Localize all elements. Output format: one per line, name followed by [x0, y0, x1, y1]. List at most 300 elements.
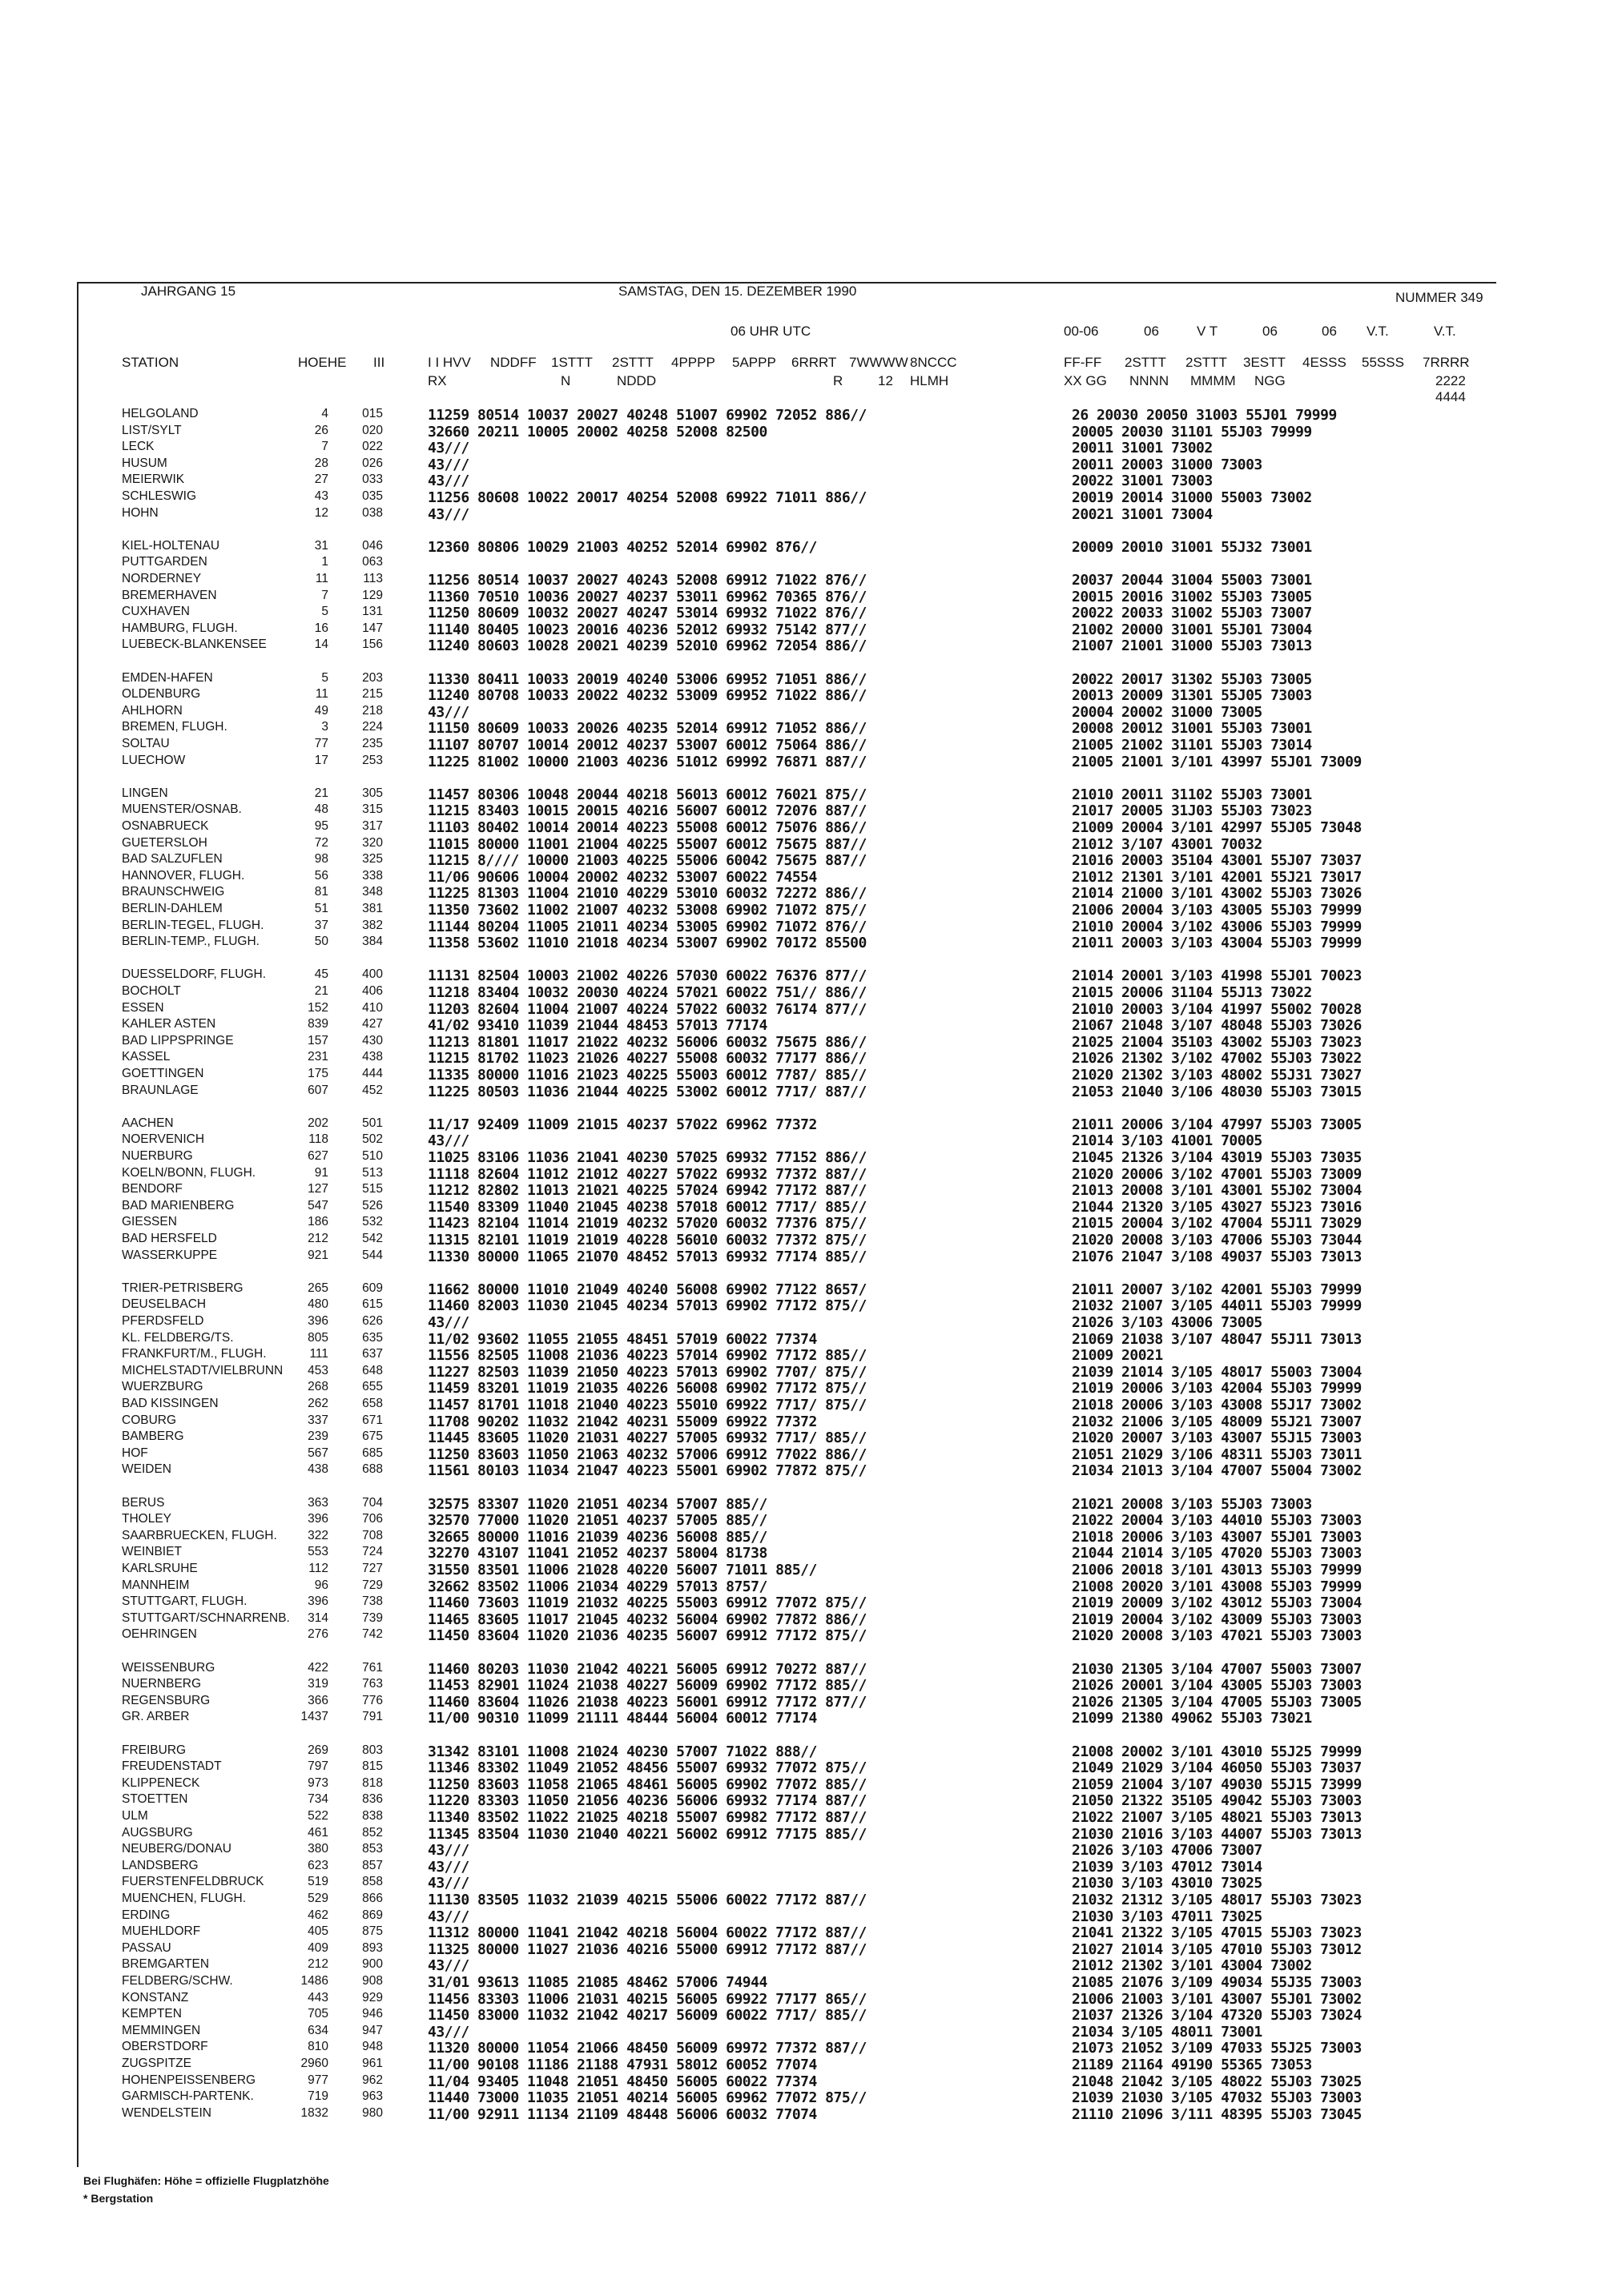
- station-height: 28: [314, 456, 328, 470]
- synop-extras: 21030 3/103 47011 73025: [1072, 1908, 1262, 1925]
- station-name: KIEL-HOLTENAU: [122, 538, 220, 553]
- station-height: 118: [308, 1132, 328, 1147]
- col-7: 6RRRT: [791, 355, 837, 370]
- station-index: 724: [362, 1545, 383, 1559]
- synop-extras: 21012 21301 3/101 42001 55J21 73017: [1072, 868, 1362, 886]
- synop-06-main: 11/17 92409 11009 21015 40237 57022 69962 77372: [428, 1116, 817, 1133]
- station-height: 49: [314, 703, 328, 718]
- synop-extras: 20005 20030 31101 55J03 79999: [1072, 423, 1312, 440]
- station-name: KLIPPENECK: [122, 1775, 200, 1790]
- synop-06-main: 11662 80000 11010 21049 40240 56008 69902 77122 8657/: [428, 1281, 867, 1298]
- station-height: 27: [314, 472, 328, 487]
- synop-extras: 21006 20004 3/103 43005 55J03 79999: [1072, 902, 1362, 919]
- station-index: 015: [362, 407, 383, 420]
- station-height: 26: [314, 423, 328, 437]
- station-name: FELDBERG/SCHW.: [122, 1974, 233, 1988]
- synop-06-main: 11459 83201 11019 21035 40226 56008 69902 77172 875//: [428, 1380, 867, 1397]
- station-height: 91: [314, 1165, 328, 1180]
- synop-extras: 21039 21014 3/105 48017 55003 73004: [1072, 1363, 1362, 1381]
- synop-extras: 21059 21004 3/107 49030 55J15 73999: [1072, 1775, 1362, 1793]
- station-index: 708: [362, 1528, 383, 1542]
- station-index: 685: [362, 1446, 383, 1460]
- synop-06-main: 43///: [428, 1957, 469, 1975]
- station-name: MUEHLDORF: [122, 1924, 201, 1939]
- synop-extras: 21076 21047 3/108 49037 55J03 73013: [1072, 1248, 1362, 1265]
- station-name: MANNHEIM: [122, 1578, 190, 1592]
- synop-extras: 21009 20004 3/101 42997 55J05 73048: [1072, 819, 1362, 836]
- station-name: LIST/SYLT: [122, 423, 182, 437]
- station-height: 269: [308, 1743, 328, 1757]
- synop-extras: 21014 3/103 41001 70005: [1072, 1132, 1262, 1150]
- station-name: HANNOVER, FLUGH.: [122, 868, 245, 883]
- synop-06-main: 11/02 93602 11055 21055 48451 57019 60022 77374: [428, 1330, 817, 1348]
- station-name: LINGEN: [122, 786, 168, 800]
- date-line: SAMSTAG, DEN 15. DEZEMBER 1990: [618, 283, 857, 299]
- synop-06-main: 11118 82604 11012 21012 40227 57022 69932 77372 887//: [428, 1165, 867, 1183]
- station-name: STUTTGART/SCHNARRENB.: [122, 1610, 290, 1625]
- col-1: I I HVV: [428, 355, 471, 370]
- station-name: REGENSBURG: [122, 1693, 211, 1707]
- synop-extras: 21018 20006 3/103 43007 55J01 73003: [1072, 1528, 1362, 1546]
- station-name: STUTTGART, FLUGH.: [122, 1594, 248, 1609]
- station-index: 853: [362, 1842, 383, 1856]
- station-name: BRAUNSCHWEIG: [122, 885, 225, 899]
- synop-extras: 21027 21014 3/105 47010 55J03 73012: [1072, 1940, 1362, 1958]
- station-name: WUERZBURG: [122, 1380, 203, 1394]
- synop-extras: 21039 3/103 47012 73014: [1072, 1858, 1262, 1876]
- station-index: 948: [362, 2040, 383, 2054]
- station-name: FREUDENSTADT: [122, 1759, 222, 1774]
- synop-06-main: 11456 83303 11006 21031 40215 56005 69922 77177 865//: [428, 1990, 867, 2008]
- station-index: 866: [362, 1892, 383, 1905]
- station-height: 810: [308, 2040, 328, 2054]
- station-height: 1832: [300, 2105, 328, 2120]
- station-height: 522: [308, 1809, 328, 1823]
- group-vt-c: V.T.: [1434, 324, 1456, 339]
- station-index: 026: [362, 456, 383, 470]
- col-8: 7WWWW: [849, 355, 908, 370]
- synop-06-main: 11457 80306 10048 20044 40218 56013 60012 76021 875//: [428, 786, 867, 803]
- synop-06-main: 11131 82504 10003 21002 40226 57030 60022 76376 877//: [428, 967, 867, 985]
- station-index: 410: [362, 1000, 383, 1015]
- synop-extras: 21006 21003 3/101 43007 55J01 73002: [1072, 1990, 1362, 2008]
- station-height: 7: [321, 440, 328, 454]
- station-index: 382: [362, 918, 383, 932]
- station-height: 31: [314, 538, 328, 553]
- station-index: 704: [362, 1495, 383, 1510]
- synop-extras: 21022 20004 3/103 44010 55J03 73003: [1072, 1512, 1362, 1530]
- synop-06-main: 32270 43107 11041 21052 40237 58004 81738: [428, 1545, 767, 1562]
- col-3: 1STTT: [551, 355, 593, 370]
- synop-extras: 21032 21312 3/105 48017 55J03 73023: [1072, 1892, 1362, 1908]
- station-index: 626: [362, 1314, 383, 1328]
- synop-06-main: 11150 80609 10033 20026 40235 52014 69912 71052 886//: [428, 720, 867, 738]
- synop-06-main: 11561 80103 11034 21047 40223 55001 69902 77872 875//: [428, 1462, 867, 1480]
- station-index: 452: [362, 1083, 383, 1097]
- station-name: GIESSEN: [122, 1215, 177, 1229]
- synop-06-main: 11465 83605 11017 21045 40232 56004 69902 77872 886//: [428, 1610, 867, 1628]
- station-name: BERLIN-DAHLEM: [122, 902, 223, 915]
- synop-06-main: 11225 80503 11036 21044 40225 53002 60012 7717/ 887//: [428, 1083, 867, 1100]
- synop-06-main: 11556 82505 11008 21036 40223 57014 69902 77172 885//: [428, 1347, 867, 1365]
- station-index: 857: [362, 1858, 383, 1872]
- col-12-sub: MMMM: [1190, 373, 1236, 388]
- synop-extras: 21017 20005 31J03 55J03 73023: [1072, 802, 1312, 820]
- station-index: 739: [362, 1610, 383, 1625]
- station-height: 202: [308, 1116, 328, 1130]
- synop-06-main: 11225 81002 10000 21003 40236 51012 69992 76871 887//: [428, 753, 867, 770]
- station-height: 409: [308, 1940, 328, 1955]
- station-index: 852: [362, 1825, 383, 1840]
- station-name: KONSTANZ: [122, 1990, 189, 2004]
- station-height: 111: [309, 1347, 328, 1361]
- station-index: 038: [362, 505, 383, 520]
- synop-06-main: 43///: [428, 456, 469, 473]
- station-index: 671: [362, 1413, 383, 1427]
- synop-06-main: 11540 83309 11040 21045 40238 57018 60012 7717/ 885//: [428, 1198, 867, 1216]
- station-name: DEUSELBACH: [122, 1297, 207, 1312]
- col-11: 2STTT: [1125, 355, 1166, 370]
- station-index: 655: [362, 1380, 383, 1394]
- synop-extras: 21030 3/103 43010 73025: [1072, 1875, 1262, 1892]
- synop-06-main: 11340 83502 11022 21025 40218 55007 69982 77172 887//: [428, 1809, 867, 1826]
- synop-extras: 21014 20001 3/103 41998 55J01 70023: [1072, 967, 1362, 985]
- synop-extras: 21053 21040 3/106 48030 55J03 73015: [1072, 1083, 1362, 1100]
- synop-extras: 21011 20003 3/103 43004 55J03 79999: [1072, 935, 1362, 952]
- synop-extras: 21006 20018 3/101 43013 55J03 79999: [1072, 1562, 1362, 1578]
- station-name: HOHENPEISSENBERG: [122, 2073, 256, 2087]
- station-index: 947: [362, 2023, 383, 2037]
- station-name: BERLIN-TEMP., FLUGH.: [122, 935, 260, 949]
- station-index: 253: [362, 753, 383, 767]
- synop-extras: 21030 21305 3/104 47007 55003 73007: [1072, 1660, 1362, 1678]
- station-index: 763: [362, 1677, 383, 1691]
- synop-extras: 20022 20017 31302 55J03 73005: [1072, 670, 1312, 688]
- station-name: BAD LIPPSPRINGE: [122, 1033, 234, 1047]
- synop-extras: 21020 21302 3/103 48002 55J31 73027: [1072, 1067, 1362, 1084]
- station-name: WEISSENBURG: [122, 1660, 215, 1675]
- station-name: ULM: [122, 1809, 148, 1823]
- station-height: 212: [308, 1232, 328, 1245]
- station-index: 129: [362, 588, 383, 602]
- station-index: 215: [362, 687, 383, 702]
- synop-06-main: 11250 83603 11050 21063 40232 57006 69912 77022 886//: [428, 1446, 867, 1463]
- station-name: BREMGARTEN: [122, 1957, 210, 1972]
- station-name: KASSEL: [122, 1050, 171, 1064]
- station-index: 869: [362, 1908, 383, 1922]
- station-index: 858: [362, 1875, 383, 1889]
- station-height: 11: [315, 687, 328, 702]
- station-height: 212: [308, 1957, 328, 1972]
- synop-extras: 21005 21001 3/101 43997 55J01 73009: [1072, 753, 1362, 770]
- station-index: 532: [362, 1215, 383, 1229]
- synop-06-main: 43///: [428, 1908, 469, 1925]
- col-10-sub: XX GG: [1064, 373, 1107, 388]
- synop-extras: 21016 20003 35104 43001 55J07 73037: [1072, 852, 1362, 870]
- station-height: 480: [308, 1297, 328, 1312]
- synop-06-main: 11250 80609 10032 20027 40247 53014 69932 71022 876//: [428, 605, 867, 622]
- synop-extras: 21044 21014 3/105 47020 55J03 73003: [1072, 1545, 1362, 1562]
- station-height: 45: [314, 967, 328, 982]
- synop-06-main: 43///: [428, 2023, 469, 2041]
- station-height: 77: [314, 737, 328, 750]
- col-1-sub: RX: [428, 373, 447, 388]
- station-name: BERLIN-TEGEL, FLUGH.: [122, 918, 264, 932]
- station-index: 510: [362, 1149, 383, 1163]
- station-index: 317: [362, 819, 383, 833]
- station-index: 526: [362, 1198, 383, 1212]
- col-9-sub: HLMH: [910, 373, 949, 388]
- synop-06-main: 32662 83502 11006 21034 40229 57013 8757/: [428, 1578, 767, 1595]
- station-name: WENDELSTEIN: [122, 2105, 211, 2120]
- station-height: 17: [314, 753, 328, 767]
- synop-06-main: 11240 80708 10033 20022 40232 53009 69952 71022 886//: [428, 687, 867, 705]
- station-name: OLDENBURG: [122, 687, 201, 702]
- col-7-sub: R: [833, 373, 843, 388]
- station-height: 461: [308, 1825, 328, 1840]
- station-height: 157: [308, 1033, 328, 1047]
- station-height: 438: [308, 1462, 328, 1477]
- col-4: 2STTT: [612, 355, 654, 370]
- station-name: NEUBERG/DONAU: [122, 1842, 231, 1856]
- station-name: MICHELSTADT/VIELBRUNN: [122, 1363, 284, 1377]
- synop-06-main: 11320 80000 11054 21066 48450 56009 69972 77372 887//: [428, 2040, 867, 2057]
- station-height: 276: [308, 1627, 328, 1642]
- station-index: 020: [362, 423, 383, 437]
- station-name: SOLTAU: [122, 737, 170, 750]
- station-name: KL. FELDBERG/TS.: [122, 1330, 234, 1345]
- station-index: 962: [362, 2073, 383, 2087]
- station-name: HUSUM: [122, 456, 167, 470]
- station-height: 314: [308, 1610, 328, 1625]
- station-name: WASSERKUPPE: [122, 1248, 218, 1262]
- station-name: BAD SALZUFLEN: [122, 852, 223, 867]
- synop-extras: 21010 20011 31102 55J03 73001: [1072, 786, 1312, 803]
- synop-extras: 21012 21302 3/101 43004 73002: [1072, 1957, 1312, 1975]
- station-index: 838: [362, 1809, 383, 1823]
- col-16-sub: 2222: [1435, 373, 1466, 388]
- synop-extras: 21189 21164 49190 55365 73053: [1072, 2057, 1312, 2073]
- station-index: 113: [363, 572, 383, 585]
- station-index: 235: [362, 737, 383, 750]
- station-height: 705: [308, 2007, 328, 2021]
- station-name: BAD KISSINGEN: [122, 1397, 219, 1410]
- station-index: 035: [362, 489, 383, 503]
- station-name: CUXHAVEN: [122, 605, 190, 619]
- synop-06-main: 11312 80000 11041 21042 40218 56004 60022 77172 887//: [428, 1924, 867, 1942]
- col-6: 5APPP: [732, 355, 776, 370]
- synop-extras: 21026 20001 3/104 43005 55J03 73003: [1072, 1677, 1362, 1695]
- station-index: 131: [362, 605, 383, 619]
- synop-extras: 21011 20006 3/104 47997 55J03 73005: [1072, 1116, 1362, 1133]
- station-height: 51: [314, 902, 328, 915]
- station-index: 893: [362, 1940, 383, 1955]
- station-height: 239: [308, 1429, 328, 1444]
- col-15: 55SSS: [1362, 355, 1404, 370]
- station-index: 325: [362, 852, 383, 867]
- synop-06-main: 43///: [428, 1132, 469, 1150]
- synop-06-main: 11215 83403 10015 20015 40216 56007 60012 72076 887//: [428, 802, 867, 820]
- synop-06-main: 43///: [428, 1858, 469, 1876]
- station-height: 72: [314, 835, 328, 850]
- station-name: BRAUNLAGE: [122, 1083, 199, 1097]
- station-name: PUTTGARDEN: [122, 555, 207, 569]
- synop-extras: 21019 20009 3/102 43012 55J03 73004: [1072, 1594, 1362, 1612]
- station-name: NUERBURG: [122, 1149, 193, 1163]
- station-height: 112: [308, 1562, 328, 1575]
- station-height: 337: [308, 1413, 328, 1427]
- station-name: LUEBECK-BLANKENSEE: [122, 637, 267, 652]
- station-height: 977: [308, 2073, 328, 2087]
- station-name: AACHEN: [122, 1116, 174, 1130]
- synop-06-main: 11358 53602 11010 21018 40234 53007 69902 70172 85500: [428, 935, 867, 952]
- station-height: 81: [314, 885, 328, 899]
- station-height: 1437: [300, 1710, 328, 1724]
- synop-extras: 21011 20007 3/102 42001 55J03 79999: [1072, 1281, 1362, 1298]
- station-index: 729: [362, 1578, 383, 1592]
- station-name: COBURG: [122, 1413, 177, 1427]
- synop-extras: 21010 20003 3/104 41997 55002 70028: [1072, 1000, 1362, 1018]
- station-height: 265: [308, 1281, 328, 1295]
- station-height: 268: [308, 1380, 328, 1394]
- station-height: 7: [321, 588, 328, 602]
- synop-06-main: 11325 80000 11027 21036 40216 55000 69912 77172 887//: [428, 1940, 867, 1958]
- station-index: 400: [362, 967, 383, 982]
- station-height: 262: [308, 1397, 328, 1410]
- synop-extras: 21021 20008 3/103 55J03 73003: [1072, 1495, 1312, 1513]
- station-height: 797: [308, 1759, 328, 1774]
- station-index: 218: [362, 703, 383, 718]
- station-height: 1: [321, 555, 328, 569]
- synop-extras: 21012 3/107 43001 70032: [1072, 835, 1262, 853]
- station-index: 430: [362, 1033, 383, 1047]
- synop-extras: 21026 21302 3/102 47002 55J03 73022: [1072, 1050, 1362, 1068]
- synop-06-main: 11423 82104 11014 21019 40232 57020 60032 77376 875//: [428, 1215, 867, 1232]
- synop-extras: 21020 20007 3/103 43007 55J15 73003: [1072, 1429, 1362, 1447]
- station-name: HAMBURG, FLUGH.: [122, 621, 238, 635]
- footnote-mountain-station: * Bergstation: [83, 2192, 154, 2205]
- synop-06-main: 11/06 90606 10004 20002 40232 53007 60022 74554: [428, 868, 817, 886]
- station-name: BREMERHAVEN: [122, 588, 217, 602]
- synop-extras: 20013 20009 31301 55J05 73003: [1072, 687, 1312, 705]
- station-name: TRIER-PETRISBERG: [122, 1281, 244, 1295]
- station-index: 963: [362, 2089, 383, 2104]
- station-index: 513: [362, 1165, 383, 1180]
- synop-extras: 21041 21322 3/105 47015 55J03 73023: [1072, 1924, 1362, 1942]
- synop-06-main: 11213 81801 11017 21022 40232 56006 60032 75675 886//: [428, 1033, 867, 1051]
- station-name: BERUS: [122, 1495, 165, 1510]
- synop-extras: 21022 21007 3/105 48021 55J03 73013: [1072, 1809, 1362, 1826]
- synop-06-main: 32575 83307 11020 21051 40234 57007 885//: [428, 1495, 767, 1513]
- synop-extras: 20011 20003 31000 73003: [1072, 456, 1262, 473]
- station-height: 14: [314, 637, 328, 652]
- synop-extras: 21032 21007 3/105 44011 55J03 79999: [1072, 1297, 1362, 1315]
- synop-06-main: 11450 83000 11032 21042 40217 56009 60022 7717/ 885//: [428, 2007, 867, 2025]
- station-index: 046: [362, 538, 383, 553]
- station-index: 738: [362, 1594, 383, 1609]
- col-12: 2STTT: [1185, 355, 1227, 370]
- synop-06-main: 11212 82802 11013 21021 40225 57024 69942 77172 887//: [428, 1182, 867, 1200]
- footnotes: [83, 2172, 329, 2207]
- synop-06-main: 11103 80402 10014 20014 40223 55008 60012 75076 886//: [428, 819, 867, 836]
- station-name: AHLHORN: [122, 703, 183, 718]
- station-index: 875: [362, 1924, 383, 1939]
- station-height: 319: [308, 1677, 328, 1691]
- station-index: 444: [362, 1067, 383, 1080]
- station-index: 908: [362, 1974, 383, 1988]
- station-height: 462: [308, 1908, 328, 1922]
- station-name: BAD HERSFELD: [122, 1232, 217, 1245]
- synop-extras: 21010 20004 3/102 43006 55J03 79999: [1072, 918, 1362, 935]
- station-name: NOERVENICH: [122, 1132, 205, 1147]
- group-06-a: 06: [1144, 324, 1159, 339]
- synop-06-main: 32660 20211 10005 20002 40258 52008 82500: [428, 423, 767, 440]
- station-name: MUENCHEN, FLUGH.: [122, 1892, 247, 1905]
- station-height: 48: [314, 802, 328, 817]
- station-height: 37: [314, 918, 328, 932]
- synop-06-main: 11/04 93405 11048 21051 48450 56005 60022 77374: [428, 2073, 817, 2090]
- station-name: DUESSELDORF, FLUGH.: [122, 967, 267, 982]
- station-height: 2960: [300, 2057, 328, 2070]
- station-index: 502: [362, 1132, 383, 1147]
- station-index: 637: [362, 1347, 383, 1361]
- station-index: 803: [362, 1743, 383, 1757]
- synop-06-main: 11250 83603 11058 21065 48461 56005 69902 77072 885//: [428, 1775, 867, 1793]
- synop-extras: 20008 20012 31001 55J03 73001: [1072, 720, 1312, 738]
- synop-extras: 21049 21029 3/104 46050 55J03 73037: [1072, 1759, 1362, 1777]
- synop-extras: 21018 20006 3/103 43008 55J17 73002: [1072, 1397, 1362, 1413]
- station-index: 063: [362, 555, 383, 569]
- synop-extras: 21026 21305 3/104 47005 55J03 73005: [1072, 1693, 1362, 1711]
- station-index: 815: [362, 1759, 383, 1774]
- station-index: 727: [362, 1562, 383, 1575]
- synop-extras: 21037 21326 3/104 47320 55J03 73024: [1072, 2007, 1362, 2025]
- synop-06-main: 11330 80000 11065 21070 48452 57013 69932 77174 885//: [428, 1248, 867, 1265]
- station-height: 231: [308, 1050, 328, 1064]
- station-name: KAHLER ASTEN: [122, 1017, 216, 1031]
- station-name: EMDEN-HAFEN: [122, 670, 213, 685]
- station-index: 648: [362, 1363, 383, 1377]
- station-index: 980: [362, 2105, 383, 2120]
- station-height: 422: [308, 1660, 328, 1675]
- synop-extras: 20037 20044 31004 55003 73001: [1072, 572, 1312, 589]
- group-vt-b: V.T.: [1367, 324, 1389, 339]
- station-height: 623: [308, 1858, 328, 1872]
- synop-extras: 21032 21006 3/105 48009 55J21 73007: [1072, 1413, 1362, 1430]
- station-height: 443: [308, 1990, 328, 2004]
- station-index: 929: [362, 1990, 383, 2004]
- station-height: 627: [308, 1149, 328, 1163]
- synop-extras: 20021 31001 73004: [1072, 505, 1213, 523]
- synop-extras: 21110 21096 3/111 48395 55J03 73045: [1072, 2105, 1362, 2123]
- synop-06-main: 43///: [428, 1314, 469, 1331]
- col-8-sub: 12: [878, 373, 893, 388]
- synop-06-main: 11440 73000 11035 21051 40214 56005 69962 77072 875//: [428, 2089, 867, 2107]
- synop-06-main: 11460 83604 11026 21038 40223 56001 69912 77172 877//: [428, 1693, 867, 1711]
- synop-06-main: 11457 81701 11018 21040 40223 55010 69922 7717/ 875//: [428, 1397, 867, 1413]
- station-name: SAARBRUECKEN, FLUGH.: [122, 1528, 277, 1542]
- station-index: 515: [362, 1182, 383, 1196]
- station-index: 406: [362, 984, 383, 998]
- station-height: 50: [314, 935, 328, 949]
- col-13-sub: NGG: [1254, 373, 1286, 388]
- synop-extras: 21026 3/103 47006 73007: [1072, 1842, 1262, 1860]
- synop-extras: 21014 21000 3/101 43002 55J03 73026: [1072, 885, 1362, 903]
- synop-06-main: 31/01 93613 11085 21085 48462 57006 74944: [428, 1974, 767, 1991]
- col-10: FF-FF: [1064, 355, 1102, 370]
- station-name: NUERNBERG: [122, 1677, 202, 1691]
- synop-extras: 21034 3/105 48011 73001: [1072, 2023, 1262, 2041]
